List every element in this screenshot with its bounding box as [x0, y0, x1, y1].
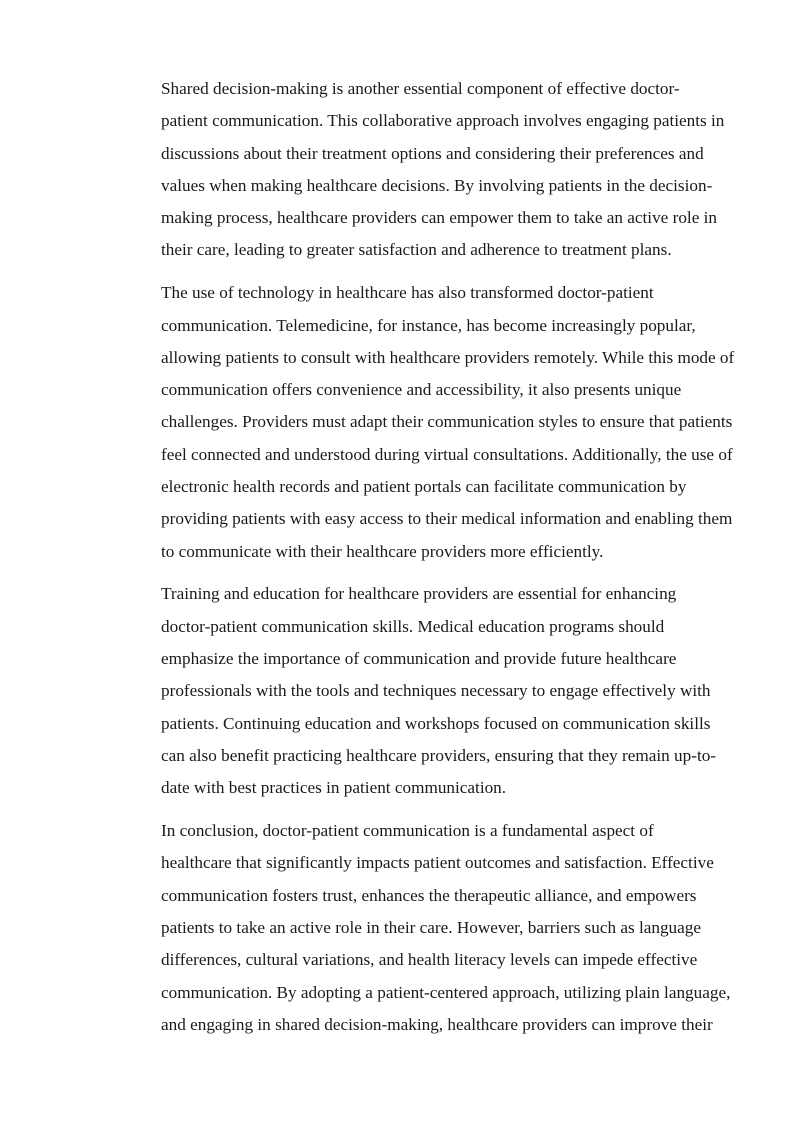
text-line: patient communication. This collaborative approach involves engaging patients in	[161, 111, 725, 131]
text-line: their care, leading to greater satisfaction and adherence to treatment plans.	[161, 240, 672, 260]
text-line: discussions about their treatment options and considering their preferences and	[161, 143, 704, 163]
text-line: healthcare that significantly impacts patient outcomes and satisfaction. Effective	[161, 853, 714, 873]
text-line: to communicate with their healthcare providers more efficiently.	[161, 541, 604, 561]
text-line: providing patients with easy access to their medical information and enabling them	[161, 509, 733, 529]
text-line: allowing patients to consult with healthcare providers remotely. While this mode of	[161, 347, 735, 367]
text-line: communication. By adopting a patient-centered approach, utilizing plain language,	[161, 982, 731, 1002]
text-line: differences, cultural variations, and health literacy levels can impede effective	[161, 950, 698, 970]
text-line: communication fosters trust, enhances the therapeutic alliance, and empowers	[161, 885, 697, 905]
text-line: date with best practices in patient communication.	[161, 778, 507, 798]
text-line: feel connected and understood during virtual consultations. Additionally, the use of	[161, 444, 733, 464]
text-line: patients. Continuing education and workshops focused on communication skills	[161, 713, 711, 733]
text-line: making process, healthcare providers can empower them to take an active role in	[161, 208, 717, 228]
text-line: In conclusion, doctor-patient communication is a fundamental aspect of	[161, 821, 654, 841]
text-line: can also benefit practicing healthcare providers, ensuring that they remain up-to-	[161, 745, 717, 765]
paragraph-training-education	[115, 578, 745, 804]
text-line: The use of technology in healthcare has also transformed doctor-patient	[161, 283, 654, 303]
text-line: electronic health records and patient portals can facilitate communication by	[161, 477, 687, 497]
text-line: communication. Telemedicine, for instance, has become increasingly popular,	[161, 315, 696, 335]
text-line: doctor-patient communication skills. Medical education programs should	[161, 616, 665, 636]
paragraph-technology	[115, 277, 745, 568]
paragraph-shared-decision-making	[115, 73, 745, 267]
text-line: challenges. Providers must adapt their communication styles to ensure that patients	[161, 412, 733, 432]
text-line: Training and education for healthcare providers are essential for enhancing	[161, 584, 677, 604]
text-line: communication offers convenience and accessibility, it also presents unique	[161, 380, 682, 400]
paragraph-conclusion	[115, 815, 745, 1041]
text-line: Shared decision-making is another essential component of effective doctor-	[161, 79, 680, 98]
text-line: professionals with the tools and techniques necessary to engage effectively with	[161, 681, 711, 701]
document-body	[115, 73, 745, 1052]
text-line: and engaging in shared decision-making, healthcare providers can improve their	[161, 1014, 713, 1034]
text-line: emphasize the importance of communication and provide future healthcare	[161, 649, 677, 669]
text-line: values when making healthcare decisions. By involving patients in the decision-	[161, 175, 713, 195]
text-line: patients to take an active role in their care. However, barriers such as language	[161, 917, 702, 937]
